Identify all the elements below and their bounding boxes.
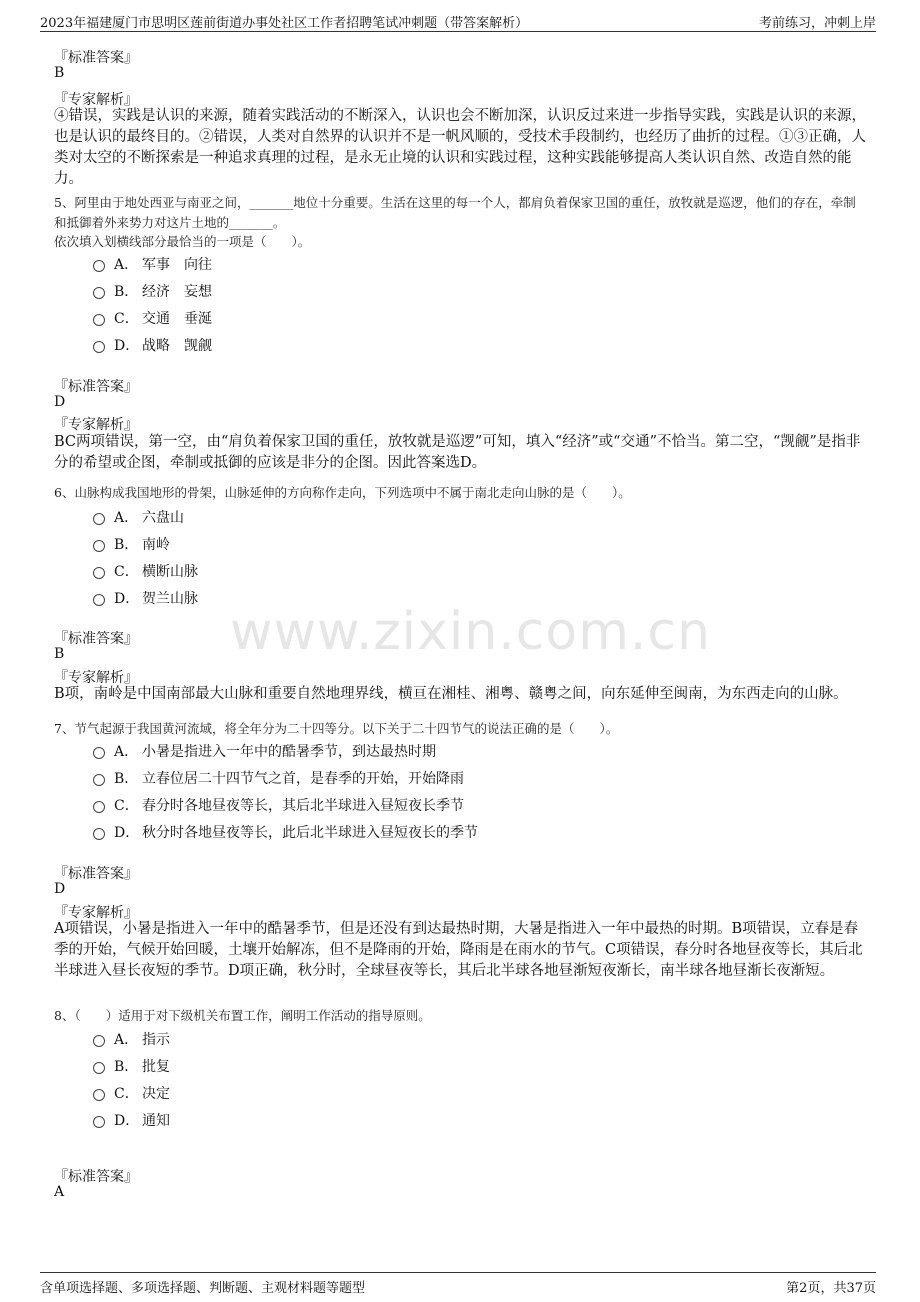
option-b[interactable]: B． 立春位居二十四节气之首，是春季的开始，开始降雨	[93, 768, 464, 788]
radio-icon[interactable]	[93, 801, 105, 813]
question-5-sub: 依次填入划横线部分最恰当的一项是（ ）。	[54, 234, 311, 249]
watermark: www.zixin.com.cn	[230, 602, 711, 662]
question-5-text: 5、阿里由于地处西亚与南亚之间，_______地位十分重要。生活在这里的每一个人，都肩负着保家卫国的重任，放牧就是巡逻，他们的存在，牵制和抵御着外来势力对这片土地的_______。	[54, 195, 856, 230]
option-d[interactable]: D． 贺兰山脉	[93, 588, 198, 608]
option-d[interactable]: D． 战略 觊觎	[93, 335, 212, 355]
radio-icon[interactable]	[93, 1062, 105, 1074]
answer-label: 『标准答案』	[54, 866, 138, 882]
footer-note: 含单项选择题、多项选择题、判断题、主观材料题等题型	[40, 1281, 366, 1296]
option-a[interactable]: A． 军事 向往	[93, 254, 212, 274]
document-title: 2023年福建厦门市思明区莲前街道办事处社区工作者招聘笔试冲刺题（带答案解析）	[40, 16, 529, 31]
option-c[interactable]: C． 决定	[93, 1083, 170, 1103]
option-c[interactable]: C． 交通 垂涎	[93, 308, 212, 328]
radio-icon[interactable]	[93, 287, 105, 299]
radio-icon[interactable]	[93, 341, 105, 353]
answer-label: 『标准答案』	[54, 379, 138, 395]
analysis-text: A项错误，小暑是指进入一年中的酷暑季节，但是还没有到达最热时期，大暑是指进入一年中最热的时期。B项错误，立春是春季的开始，气候开始回暖，土壤开始解冻，但不是降雨的开始，降雨是在雨水的节气。C项错误，春分时各地昼夜等长，其后北半球进入昼长夜短的季节。D项正确，秋分时，全球昼夜等长，其后北半球各地昼渐短夜渐长，南半球各地昼渐长夜渐短。	[54, 921, 863, 979]
option-a[interactable]: A． 小暑是指进入一年中的酷暑季节，到达最热时期	[93, 741, 436, 761]
page-header	[40, 9, 876, 32]
option-b[interactable]: B． 经济 妄想	[93, 281, 212, 301]
page-number: 第2页，共37页	[786, 1281, 876, 1296]
question-6-text: 6、山脉构成我国地形的骨架，山脉延伸的方向称作走向，下列选项中不属于南北走向山脉的是（ ）。	[54, 485, 631, 500]
answer-label: 『标准答案』	[54, 631, 138, 647]
analysis-text: BC两项错误，第一空，由“肩负着保家卫国的重任，放牧就是巡逻”可知，填入“经济”或“交通”不恰当。第二空，“觊觎”是指非分的希望或企图，牵制或抵御的应该是非分的企图。因此答案选D。	[54, 434, 861, 471]
answer-value: D	[54, 881, 66, 897]
analysis-label: 『专家解析』	[54, 92, 138, 108]
radio-icon[interactable]	[93, 1089, 105, 1101]
option-a[interactable]: A． 指示	[93, 1029, 170, 1049]
question-7-text: 7、节气起源于我国黄河流域，将全年分为二十四等分。以下关于二十四节气的说法正确的是（ ）。	[54, 721, 619, 736]
answer-label: 『标准答案』	[54, 50, 138, 66]
option-b[interactable]: B． 批复	[93, 1056, 170, 1076]
radio-icon[interactable]	[93, 314, 105, 326]
answer-value: A	[54, 1184, 65, 1200]
page-footer	[40, 1272, 876, 1295]
radio-icon[interactable]	[93, 540, 105, 552]
radio-icon[interactable]	[93, 513, 105, 525]
radio-icon[interactable]	[93, 1116, 105, 1128]
answer-label: 『标准答案』	[54, 1169, 138, 1185]
question-8-text: 8、（ ）适用于对下级机关布置工作，阐明工作活动的指导原则。	[54, 1008, 431, 1023]
radio-icon[interactable]	[93, 594, 105, 606]
option-c[interactable]: C． 横断山脉	[93, 561, 198, 581]
radio-icon[interactable]	[93, 828, 105, 840]
option-c[interactable]: C． 春分时各地昼夜等长，其后北半球进入昼短夜长季节	[93, 795, 464, 815]
radio-icon[interactable]	[93, 747, 105, 759]
radio-icon[interactable]	[93, 567, 105, 579]
analysis-text: B项，南岭是中国南部最大山脉和重要自然地理界线，横亘在湘桂、湘粤、赣粤之间，向东延伸至闽南，为东西走向的山脉。	[54, 686, 848, 702]
analysis-label: 『专家解析』	[54, 670, 138, 686]
radio-icon[interactable]	[93, 260, 105, 272]
analysis-label: 『专家解析』	[54, 905, 138, 921]
radio-icon[interactable]	[93, 1035, 105, 1047]
answer-value: B	[54, 646, 65, 662]
option-a[interactable]: A． 六盘山	[93, 507, 184, 527]
header-slogan: 考前练习，冲刺上岸	[758, 16, 876, 31]
option-d[interactable]: D． 通知	[93, 1110, 170, 1130]
analysis-text: ④错误，实践是认识的来源，随着实践活动的不断深入，认识也会不断加深，认识反过来进一步指导实践，实践是认识的来源，也是认识的最终目的。②错误，人类对自然界的认识并不是一帆风顺的，受技术手段制约，也经历了曲折的过程。①③正确，人类对太空的不断探索是一种追求真理的过程，是永无止境的认识和实践过程，这种实践能够提高人类认识自然、改造自然的能力。	[54, 108, 866, 187]
answer-value: D	[54, 394, 66, 410]
radio-icon[interactable]	[93, 774, 105, 786]
option-b[interactable]: B． 南岭	[93, 534, 170, 554]
option-d[interactable]: D． 秋分时各地昼夜等长，此后北半球进入昼短夜长的季节	[93, 822, 478, 842]
analysis-label: 『专家解析』	[54, 417, 138, 433]
answer-value: B	[54, 65, 65, 81]
